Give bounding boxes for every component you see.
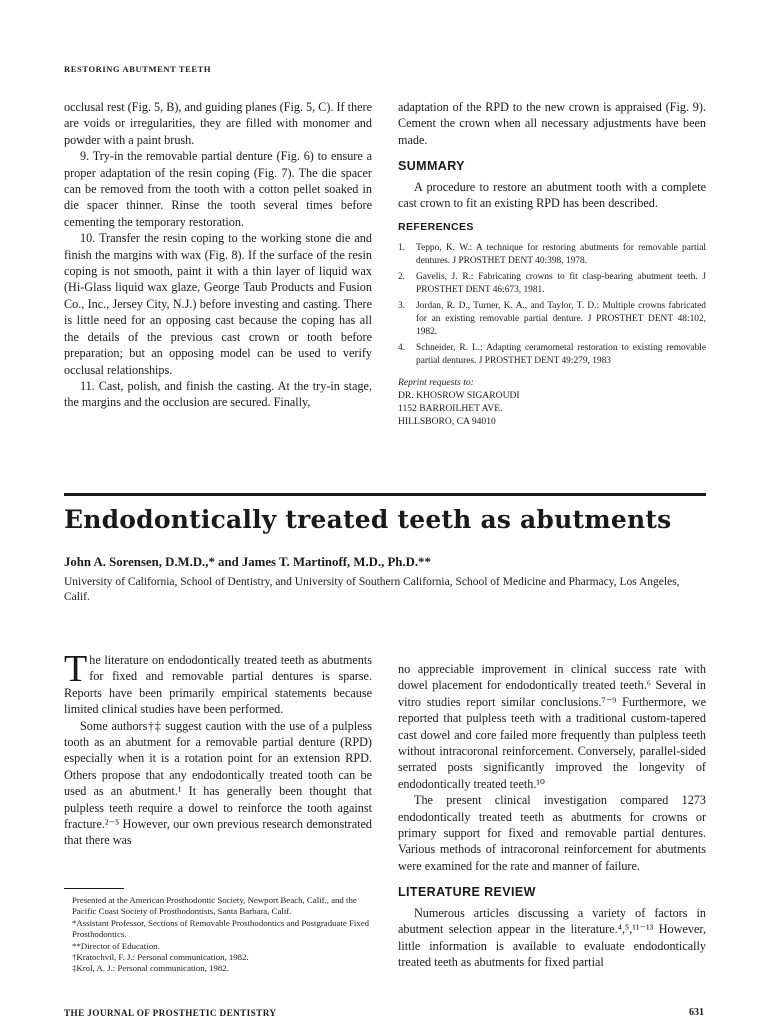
references-heading: REFERENCES: [398, 221, 474, 234]
paragraph: Numerous articles discussing a variety of factors in abutment selection appear in the literature.⁴,⁵,¹¹⁻¹³ However, little information is available to evaluate endodontically treated teeth as abutments for fixed partial: [398, 905, 706, 969]
paragraph: adaptation of the RPD to the new crown is appraised (Fig. 9). Cement the crown when all necessary adjustments have been made.: [398, 100, 706, 147]
drop-cap: T: [64, 648, 88, 690]
literature-review-heading: LITERATURE REVIEW: [398, 885, 536, 900]
article-left-column: [64, 648, 372, 849]
article-affiliation: University of California, School of Dentistry, and University of Southern California, School of Medicine and Pharmacy, Los Angeles, Calif.: [64, 576, 680, 603]
reference-number: 3.: [398, 300, 406, 311]
reference-list: [398, 242, 706, 368]
running-head: RESTORING ABUTMENT TEETH: [64, 64, 212, 74]
journal-name: THE JOURNAL OF PROSTHETIC DENTISTRY: [64, 1008, 277, 1018]
article-authors: John A. Sorensen, D.M.D.,* and James T. Martinoff, M.D., Ph.D.**: [64, 555, 431, 569]
prev-article-left-column: [64, 99, 372, 411]
footnote: ‡Krol, A. J.: Personal communication, 1982.: [72, 963, 229, 974]
article-title: Endodontically treated teeth as abutments: [64, 505, 672, 534]
paragraph: no appreciable improvement in clinical success rate with dowel placement for endodontically treated teeth.⁶ Several in vitro studies report similar conclusions.⁷⁻⁹ Furthermore, we reported that pulpless teeth with a traditional custom-tapered cast dowel and core failed more frequently than pulpless teeth without intracoronal reinforcement. Conversely, parallel-sided serrated posts significantly improved the longevity of endodontically treated teeth.¹⁰: [398, 662, 706, 791]
paragraph: Some authors†‡ suggest caution with the use of a pulpless tooth as an abutment for a removable partial denture (RPD) especially when it is a rotation point for an extension RPD. Others propose that any endodontically treated tooth can be used as an abutment.¹ It has generally been thought that pulpless teeth require a dowel to reinforce the tooth against fracture.²⁻⁵ However, our own previous research demonstrated that there was: [64, 718, 372, 848]
paragraph: The present clinical investigation compared 1273 endodontically treated teeth as abutments for crowns or primary support for fixed and removable partial dentures. Various methods of intracoronal reinforcement for abutments were examined for the rate and manner of failure.: [398, 793, 706, 873]
prev-article-right-column: [398, 99, 706, 428]
reference-text: Teppo, K. W.: A technique for restoring abutments for removable partial dentures. J PROSTHET DENT 40:398, 1978.: [416, 242, 706, 266]
reprint-line: 1152 BARROILHET AVE.: [398, 402, 503, 414]
reference-item: [398, 271, 706, 297]
reference-number: 2.: [398, 271, 406, 282]
footnotes: [64, 895, 372, 975]
reprint-line: HILLSBORO, CA 94010: [398, 415, 496, 427]
paragraph: [64, 648, 372, 718]
page-number: 631: [689, 1007, 704, 1018]
reference-number: 4.: [398, 342, 406, 353]
reference-number: 1.: [398, 242, 406, 253]
footnote: †Kratochvil, F. J.: Personal communication, 1982.: [72, 952, 249, 963]
reference-item: [398, 242, 706, 268]
footnote: Presented at the American Prosthodontic Society, Newport Beach, Calif., and the Pacific Coast Society of Prosthodontists, Santa Barbara, Calif.: [72, 895, 357, 917]
footnote: *Assistant Professor, Sections of Removable Prosthodontics and Postgraduate Fixed Prosthodontics.: [72, 917, 370, 940]
reference-item: [398, 342, 706, 368]
reprint-block: [398, 376, 706, 428]
footnote-rule: [64, 888, 124, 889]
paragraph: 10. Transfer the resin coping to the working stone die and finish the margins with wax (Fig. 8). If the surface of the resin coping is not smooth, paint it with a thin layer of liquid wax (Hi-Glass liquid wax glaze, George Taub Products and Fusion Co., Inc., Jersey City, N.J.) before investing and casting. There is little need for an opposing cast because the coping has all the details of the previous cast crown or tooth before preparation; but an opposing model can be used to verify occlusal relationships.: [64, 231, 372, 377]
footnote: **Director of Education.: [72, 940, 160, 951]
reference-text: Jordan, R. D., Turner, K. A., and Taylor, T. D.: Multiple crowns fabricated for an existing removable partial denture. J PROSTHET DENT 48:102, 1982.: [416, 300, 706, 337]
summary-text: A procedure to restore an abutment tooth with a complete cast crown to fit an existing RPD has been described.: [398, 179, 706, 211]
reprint-label: Reprint requests to:: [398, 376, 474, 388]
article-divider: [64, 493, 706, 496]
reference-text: Schneider, R. L.: Adapting ceramometal restoration to existing removable partial dentures. J PROSTHET DENT 49:279, 1983: [416, 342, 706, 366]
paragraph: 11. Cast, polish, and finish the casting. At the try-in stage, the margins and the occlusion are secured. Finally,: [64, 378, 372, 410]
summary-heading: SUMMARY: [398, 159, 465, 174]
paragraph: 9. Try-in the removable partial denture (Fig. 6) to ensure a proper adaptation of the resin coping (Fig. 7). The die spacer can be removed from the tooth with a cotton pellet soaked in die spacer thinner. Rinse the tooth several times before cementing the temporary restoration.: [64, 149, 372, 229]
reprint-line: DR. KHOSROW SIGAROUDI: [398, 389, 520, 401]
reference-item: [398, 300, 706, 339]
reference-text: Gavelis, J. R.: Fabricating crowns to fit clasp-bearing abutment teeth. J PROSTHET DENT 46:673, 1981.: [416, 271, 706, 295]
article-right-column: [398, 661, 706, 970]
paragraph: occlusal rest (Fig. 5, B), and guiding planes (Fig. 5, C). If there are voids or irregularities, they are filled with monomer and powder with a paint brush.: [64, 100, 373, 147]
intro-text: he literature on endodontically treated teeth as abutments for fixed and removable partial dentures is sparse. Reports have been primarily empirical statements because limited clinical studies have been performed.: [64, 653, 372, 717]
